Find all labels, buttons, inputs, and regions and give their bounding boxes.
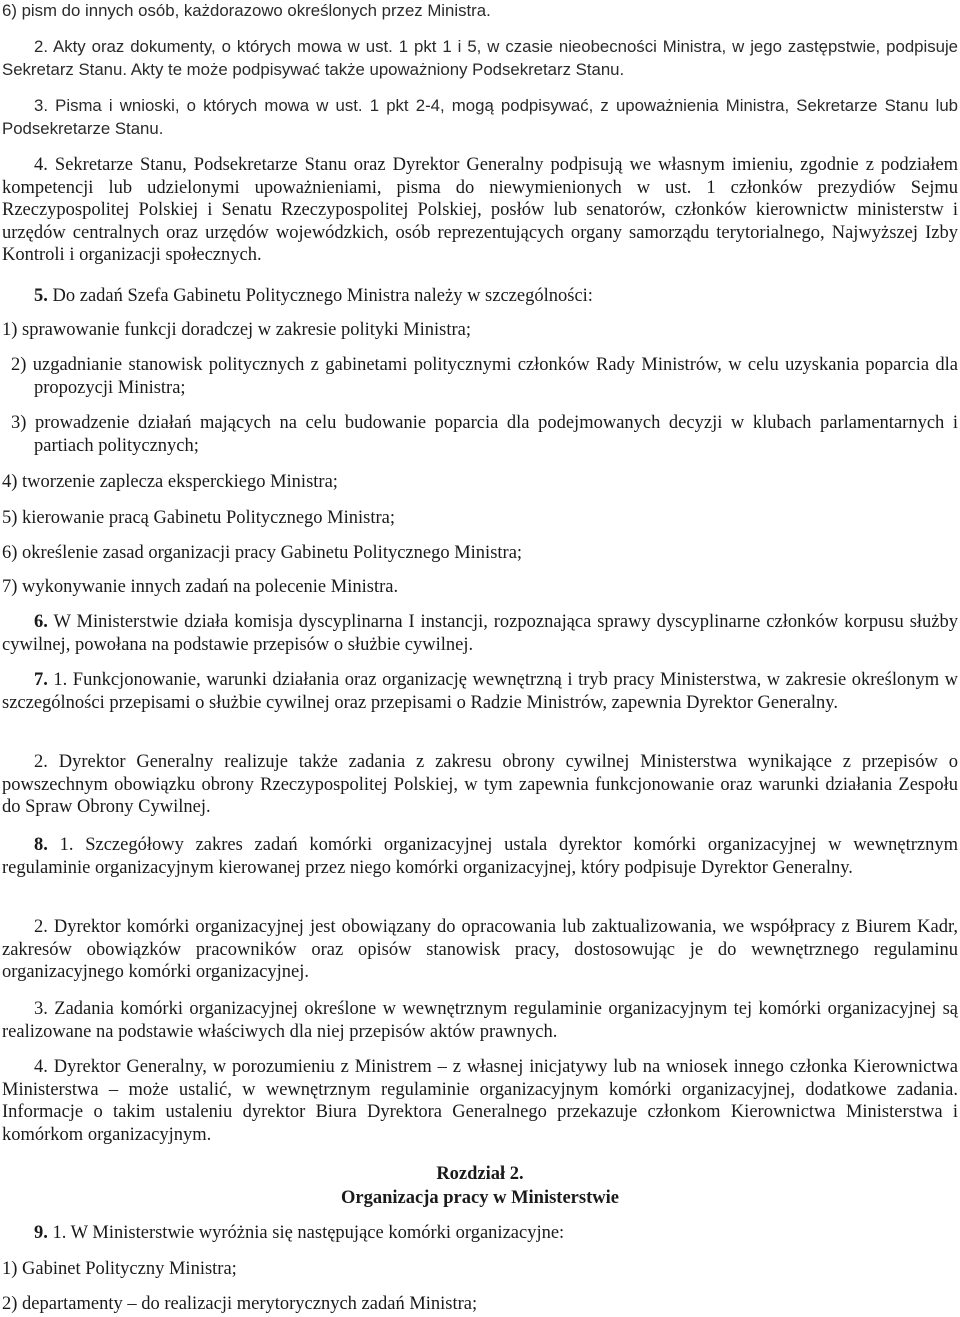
- section-9-1: [2, 1222, 958, 1245]
- section-number: 5.: [34, 286, 48, 306]
- list-item: 3) prowadzenie działań mających na celu budowanie poparcia dla podejmowanych decyzji w klubach parlamentarnych i partiach politycznych;: [11, 413, 958, 456]
- section-5-heading: [2, 285, 958, 308]
- paragraph-s4-4: 4. Sekretarze Stanu, Podsekretarze Stanu oraz Dyrektor Generalny podpisują we własnym imieniu, zgodnie z podziałem kompetencji lub udzielonymi upoważnieniami, pisma do niewymienionych w ust. 1 członków prezydiów Sejmu Rzeczypospolitej Polskiej i Senatu Rzeczypospolitej Polskiej, posłów lub senatorów, członków kierownictw ministerstw i urzędów centralnych oraz urzędów wojewódzkich, osób reprezentujących organy samorządu terytorialnego, Najwyższej Izby Kontroli i organizacji społecznych.: [2, 155, 958, 266]
- chapter-title: Rozdział 2.: [436, 1164, 524, 1184]
- paragraph-s4-3: 3. Pisma i wnioski, o których mowa w ust. 1 pkt 2-4, mogą podpisywać, z upoważnienia Ministra, Sekretarze Stanu lub Podsekretarze Stanu.: [2, 96, 958, 138]
- list-item: 1) sprawowanie funkcji doradczej w zakresie polityki Ministra;: [2, 320, 472, 340]
- section-number: 7.: [34, 670, 48, 690]
- paragraph-s4-item-6: 6) pism do innych osób, każdorazowo określonych przez Ministra.: [2, 1, 491, 20]
- chapter-subtitle: Organizacja pracy w Ministerstwie: [341, 1188, 619, 1208]
- section-text: 1. Funkcjonowanie, warunki działania oraz organizację wewnętrzną i tryb pracy Ministerstwa, w zakresie określonym w szczególności przepisami o służbie cywilnej oraz przepisami o Radzie Ministrów, zapewnia Dyrektor Generalny.: [2, 670, 958, 713]
- section-8-3: 3. Zadania komórki organizacyjnej określone w wewnętrznym regulaminie organizacyjnym tej komórki organizacyjnej są realizowane na podstawie właściwych dla niej przepisów aktów prawnych.: [2, 999, 958, 1042]
- section-8-1: [2, 834, 958, 879]
- section-6: [2, 611, 958, 656]
- section-text: 1. Szczegółowy zakres zadań komórki organizacyjnej ustala dyrektor komórki organizacyjnej w wewnętrznym regulaminie organizacyjnym kierowanej przez niego komórki organizacyjnej, który podpisuje Dyrektor Generalny.: [2, 835, 958, 878]
- section-8-2: 2. Dyrektor komórki organizacyjnej jest obowiązany do opracowania lub zaktualizowania, we współpracy z Biurem Kadr, zakresów obowiązków pracowników oraz opisów stanowisk pracy, dostosowując je do wewnętrznego regulaminu organizacyjnego komórki organizacyjnej.: [2, 917, 958, 983]
- list-item: 4) tworzenie zaplecza eksperckiego Ministra;: [2, 472, 338, 492]
- section-number: 9.: [34, 1223, 48, 1243]
- list-item: 6) określenie zasad organizacji pracy Gabinetu Politycznego Ministra;: [2, 543, 523, 563]
- list-item: 1) Gabinet Polityczny Ministra;: [2, 1259, 237, 1279]
- section-text: W Ministerstwie działa komisja dyscyplinarna I instancji, rozpoznająca sprawy dyscyplinarne członków korpusu służby cywilnej, powołana na podstawie przepisów o służbie cywilnej.: [2, 612, 958, 655]
- list-item: 2) uzgadnianie stanowisk politycznych z gabinetami politycznymi członków Rady Ministrów, w celu uzyskania poparcia dla propozycji Ministra;: [11, 355, 958, 398]
- list-item: 2) departamenty – do realizacji merytorycznych zadań Ministra;: [2, 1294, 478, 1314]
- section-7-2: 2. Dyrektor Generalny realizuje także zadania z zakresu obrony cywilnej Ministerstwa wynikające z przepisów o powszechnym obowiązku obrony Rzeczypospolitej Polskiej, w tym zapewnia funkcjonowanie oraz warunki działania Zespołu do Spraw Obrony Cywilnej.: [2, 752, 958, 818]
- section-text: Do zadań Szefa Gabinetu Politycznego Ministra należy w szczególności:: [52, 286, 593, 306]
- paragraph-s4-2: 2. Akty oraz dokumenty, o których mowa w ust. 1 pkt 1 i 5, w czasie nieobecności Ministra, w jego zastępstwie, podpisuje Sekretarz Stanu. Akty te może podpisywać także upoważniony Podsekretarz Stanu.: [2, 37, 958, 79]
- list-item: 5) kierowanie pracą Gabinetu Politycznego Ministra;: [2, 508, 395, 528]
- section-8-4: 4. Dyrektor Generalny, w porozumieniu z Ministrem – z własnej inicjatywy lub na wniosek innego członka Kierownictwa Ministerstwa – może ustalić, w wewnętrznym regulaminie organizacyjnym komórki organizacyjnej, dodatkowe zadania. Informacje o takim ustaleniu dyrektor Biura Dyrektora Generalnego przekazuje członkom Kierownictwa Ministerstwa i komórkom organizacyjnym.: [2, 1057, 958, 1145]
- section-7-1: [2, 669, 958, 714]
- section-number: 6.: [34, 612, 48, 632]
- list-item: 7) wykonywanie innych zadań na polecenie Ministra.: [2, 577, 399, 597]
- section-number: 8.: [34, 835, 48, 855]
- section-text: 1. W Ministerstwie wyróżnia się następujące komórki organizacyjne:: [52, 1223, 565, 1243]
